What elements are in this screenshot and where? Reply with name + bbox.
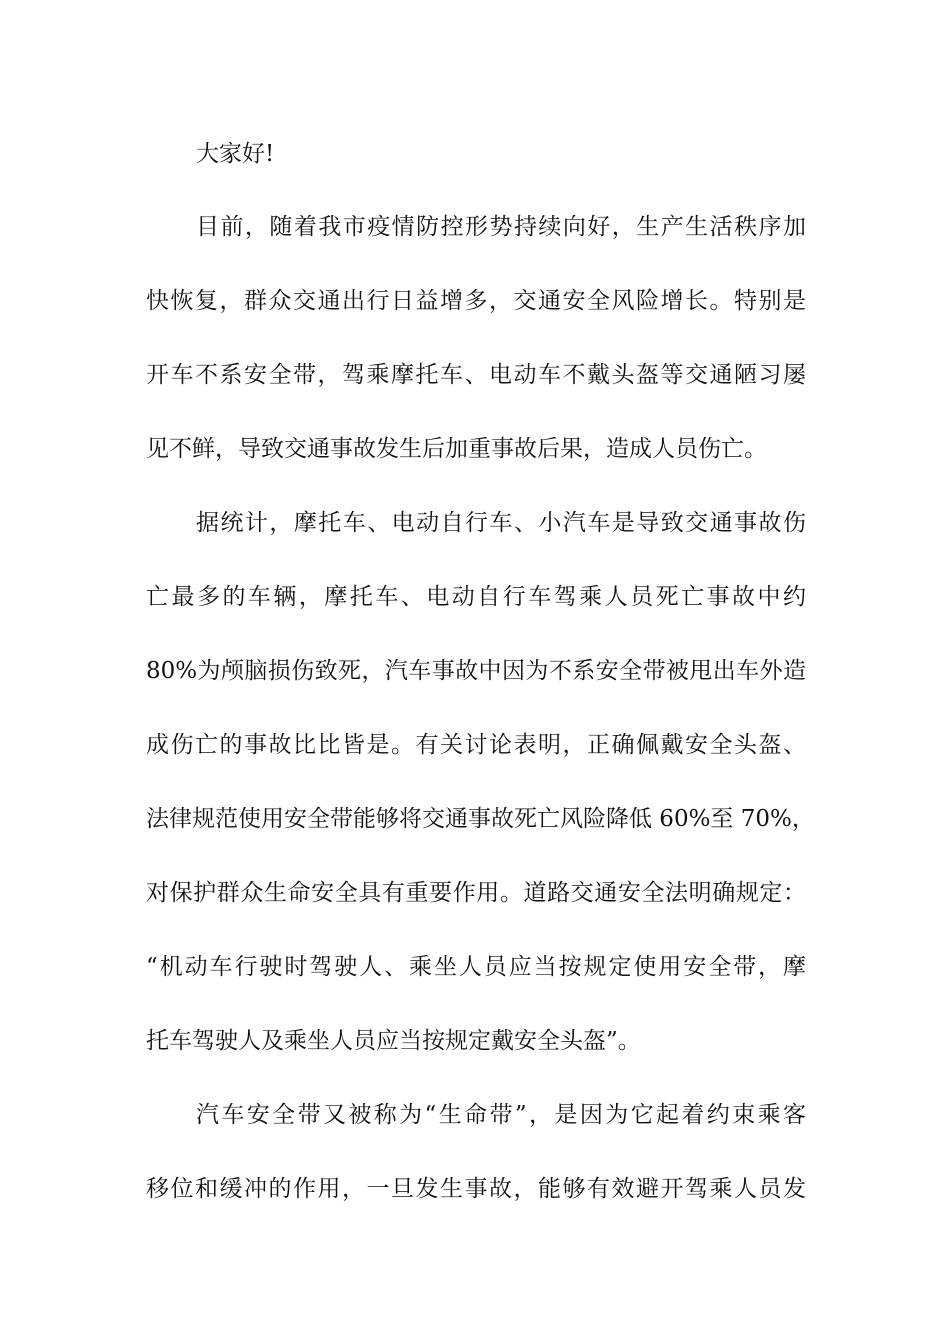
paragraph-2-line-6: 对保护群众生命安全具有重要作用。道路交通安全法明确规定： <box>146 880 806 906</box>
greeting-line: 大家好! <box>196 141 275 167</box>
paragraph-3-line-1: 汽车安全带又被称为“生命带”，是因为它起着约束乘客 <box>196 1102 806 1128</box>
paragraph-1-line-1: 目前，随着我市疫情防控形势持续向好，生产生活秩序加 <box>196 214 806 240</box>
paragraph-1-line-3: 开车不系安全带，驾乘摩托车、电动车不戴头盔等交通陋习屡 <box>146 362 806 388</box>
paragraph-2-line-4: 成伤亡的事故比比皆是。有关讨论表明，正确佩戴安全头盔、 <box>146 732 806 758</box>
paragraph-1-line-4: 见不鲜，导致交通事故发生后加重事故后果，造成人员伤亡。 <box>146 436 767 462</box>
paragraph-2-line-7: “机动车行驶时驾驶人、乘坐人员应当按规定使用安全带，摩 <box>146 954 806 980</box>
paragraph-2-line-3: 80%为颅脑损伤致死，汽车事故中因为不系安全带被甩出车外造 <box>146 658 806 684</box>
paragraph-2-line-5: 法律规范使用安全带能够将交通事故死亡风险降低 60%至 70%， <box>146 806 815 832</box>
paragraph-2-line-2: 亡最多的车辆，摩托车、电动自行车驾乘人员死亡事故中约 <box>146 584 806 610</box>
paragraph-1-line-2: 快恢复，群众交通出行日益增多，交通安全风险增长。特别是 <box>146 288 806 314</box>
paragraph-3-line-2: 移位和缓冲的作用，一旦发生事故，能够有效避开驾乘人员发 <box>146 1176 806 1202</box>
paragraph-2-line-1: 据统计，摩托车、电动自行车、小汽车是导致交通事故伤 <box>196 510 806 536</box>
paragraph-2-line-8: 托车驾驶人及乘坐人员应当按规定戴安全头盔”。 <box>146 1028 641 1054</box>
